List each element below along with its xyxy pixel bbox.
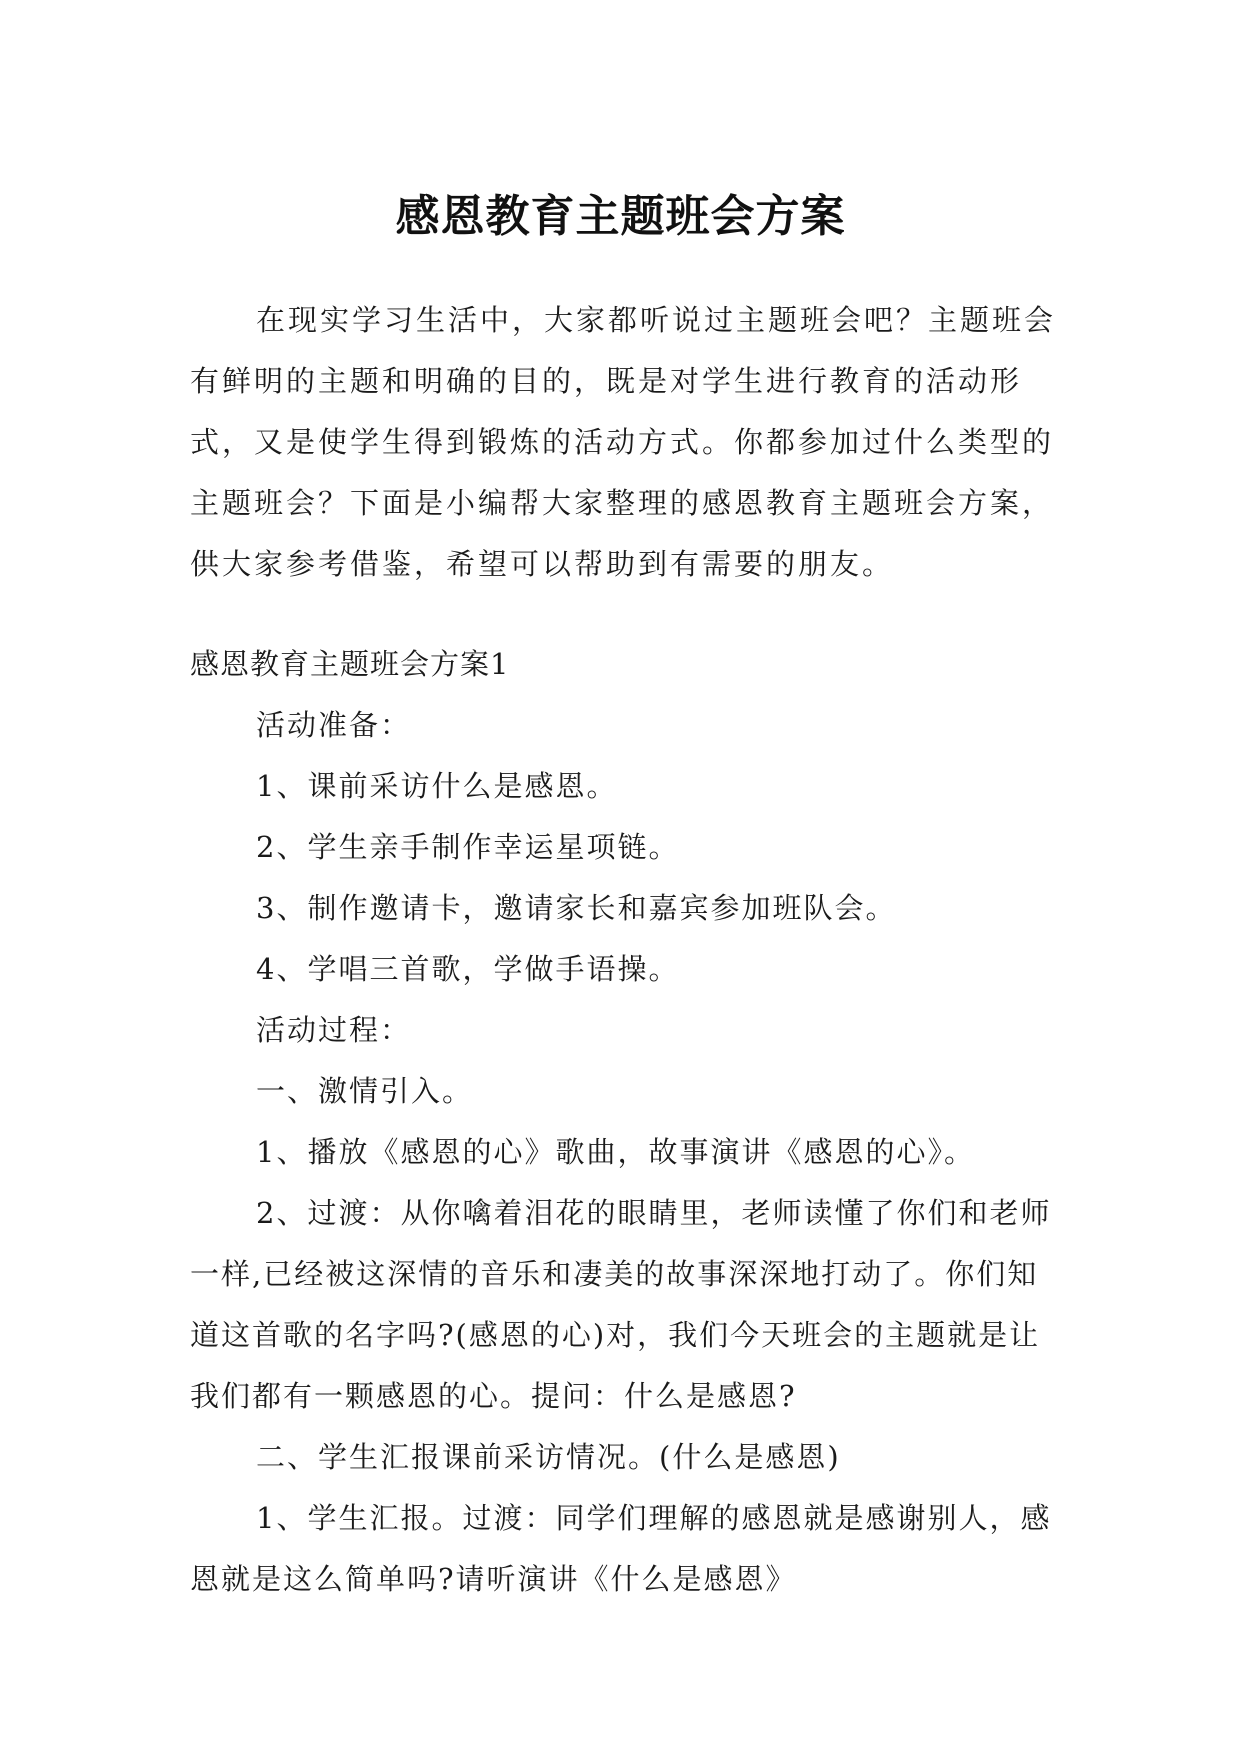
section-heading: 感恩教育主题班会方案1: [190, 647, 510, 681]
document-title: 感恩教育主题班会方案: [395, 191, 846, 243]
document-body: [190, 634, 1060, 1610]
body-paragraph: 3、制作邀请卡，邀请家长和嘉宾参加班队会。: [256, 891, 897, 925]
body-paragraph: 1、播放《感恩的心》歌曲，故事演讲《感恩的心》。: [256, 1135, 975, 1169]
body-paragraph: 一、激情引入。: [256, 1074, 474, 1108]
body-paragraph: 活动准备：: [256, 708, 412, 742]
body-paragraph: 二、学生汇报课前采访情况。(什么是感恩): [256, 1440, 841, 1474]
body-paragraph: 1、学生汇报。过渡：同学们理解的感恩就是感谢别人，感恩就是这么简单吗?请听演讲《什么是感恩》: [190, 1501, 1052, 1596]
body-paragraph: 4、学唱三首歌，学做手语操。: [256, 952, 680, 986]
body-paragraph: 1、课前采访什么是感恩。: [256, 769, 618, 803]
body-paragraph: 2、过渡：从你噙着泪花的眼睛里，老师读懂了你们和老师一样,已经被这深情的音乐和凄美的故事深深地打动了。你们知道这首歌的名字吗?(感恩的心)对，我们今天班会的主题就是让我们都有一颗感恩的心。提问：什么是感恩?: [190, 1196, 1052, 1413]
body-paragraph: 活动过程：: [256, 1013, 412, 1047]
intro-paragraph: 在现实学习生活中，大家都听说过主题班会吧？主题班会有鲜明的主题和明确的目的，既是对学生进行教育的活动形式，又是使学生得到锻炼的活动方式。你都参加过什么类型的主题班会？下面是小编帮大家整理的感恩教育主题班会方案，供大家参考借鉴，希望可以帮助到有需要的朋友。: [190, 303, 1057, 581]
body-paragraph: 2、学生亲手制作幸运星项链。: [256, 830, 680, 864]
